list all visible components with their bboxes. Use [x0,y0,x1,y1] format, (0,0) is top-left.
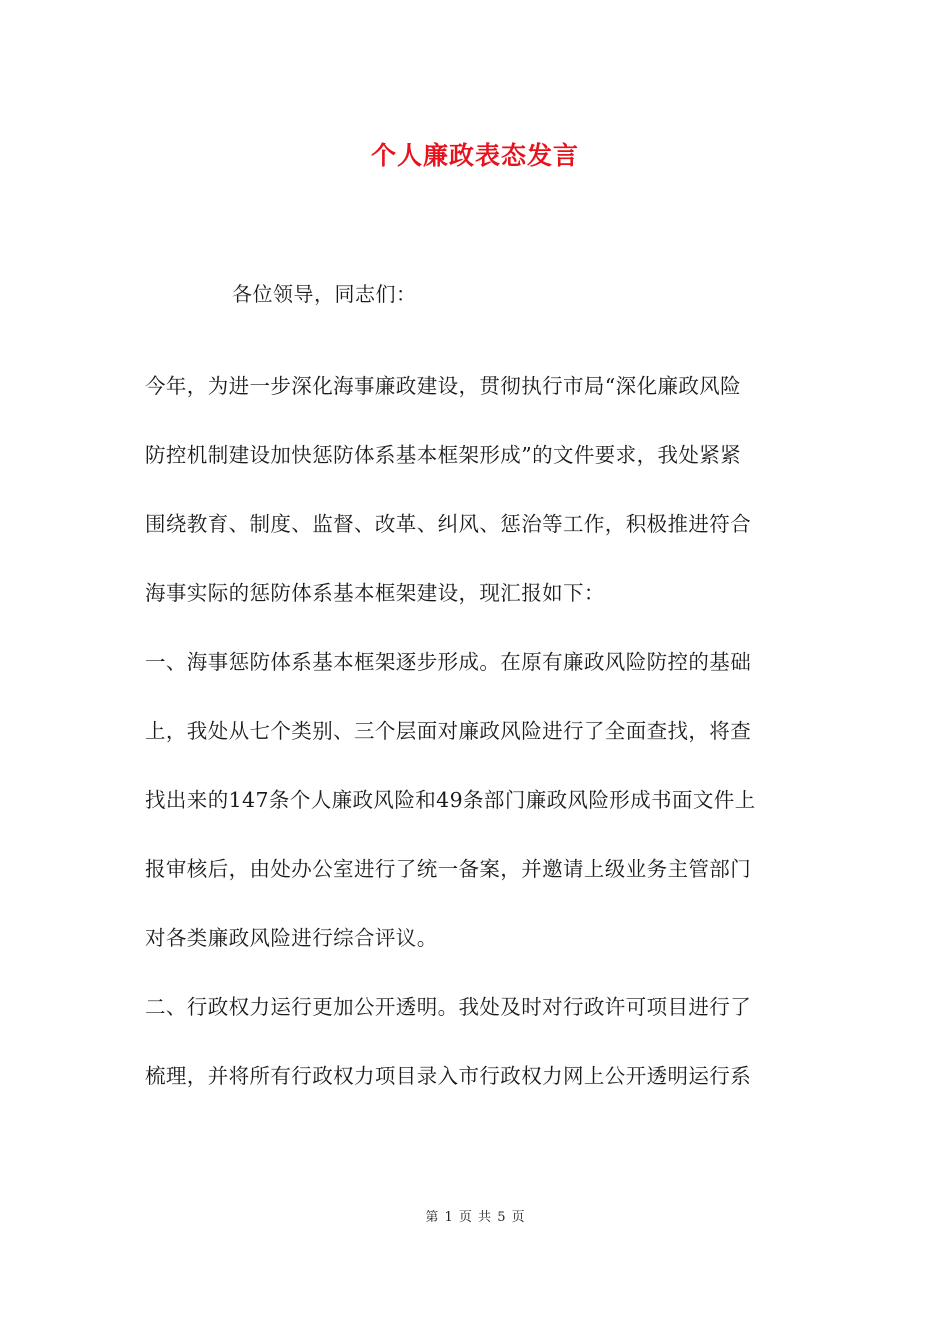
salutation: 各位领导，同志们： [232,282,417,306]
text-line: 梳理，并将所有行政权力项目录入市行政权力网上公开透明运行系 [145,1064,752,1088]
text-line: 找出来的147条个人廉政风险和49条部门廉政风险形成书面文件上 [145,788,756,812]
document-title: 个人廉政表态发言 [370,141,579,170]
text-line: 报审核后，由处办公室进行了统一备案，并邀请上级业务主管部门 [145,857,752,881]
text-line: 一、海事惩防体系基本框架逐步形成。在原有廉政风险防控的基础 [145,650,752,674]
text-line: 围绕教育、制度、监督、改革、纠风、惩治等工作，积极推进符合 [145,512,752,536]
page-number: 第 1 页 共 5 页 [425,1210,525,1225]
text-line: 防控机制建设加快惩防体系基本框架形成”的文件要求，我处紧紧 [145,443,742,467]
text-line: 上，我处从七个类别、三个层面对廉政风险进行了全面查找，将查 [145,719,752,743]
text-line: 二、行政权力运行更加公开透明。我处及时对行政许可项目进行了 [145,995,752,1019]
text-line: 今年，为进一步深化海事廉政建设，贯彻执行市局“深化廉政风险 [145,374,742,398]
body-text [145,352,815,1111]
text-line: 对各类廉政风险进行综合评议。 [145,926,438,950]
text-line: 海事实际的惩防体系基本框架建设，现汇报如下： [145,581,605,605]
